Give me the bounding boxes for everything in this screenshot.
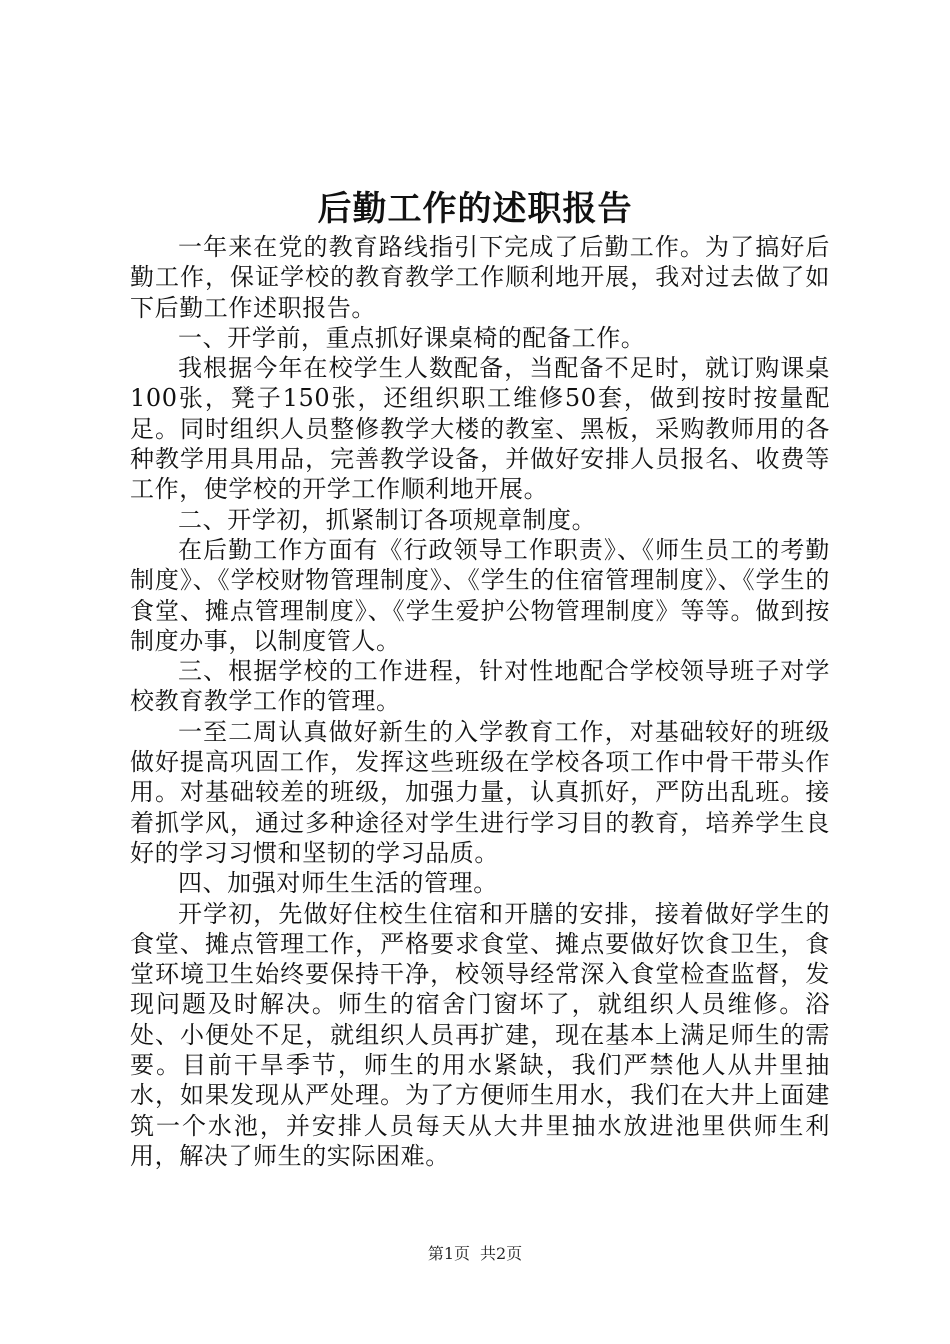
intro-paragraph: 一年来在党的教育路线指引下完成了后勤工作。为了搞好后勤工作，保证学校的教育教学工作顺利地开展，我对过去做了如下后勤工作述职报告。 <box>130 233 830 322</box>
section-heading-1: 一、开学前，重点抓好课桌椅的配备工作。 <box>178 323 646 352</box>
document-title: 后勤工作的述职报告 <box>317 189 633 229</box>
document-body <box>130 232 830 1171</box>
section-heading-4: 四、加强对师生生活的管理。 <box>178 869 498 898</box>
page-total: 共2页 <box>480 1244 523 1263</box>
section-paragraph-3: 一至二周认真做好新生的入学教育工作，对基础较好的班级做好提高巩固工作，发挥这些班级在学校各项工作中骨干带头作用。对基础较差的班级，加强力量，认真抓好，严防出乱班。接着抓学风，通过多种途径对学生进行学习目的教育，培养学生良好的学习习惯和坚韧的学习品质。 <box>130 717 830 867</box>
section-heading-3: 三、根据学校的工作进程，针对性地配合学校领导班子对学校教育教学工作的管理。 <box>130 657 830 716</box>
section-paragraph-1: 我根据今年在校学生人数配备，当配备不足时，就订购课桌100张，凳子150张，还组织职工维修50套，做到按时按量配足。同时组织人员整修教学大楼的教室、黑板，采购教师用的各种教学用具用品，完善教学设备，并做好安排人员报名、收费等工作，使学校的开学工作顺利地开展。 <box>130 354 830 504</box>
section-paragraph-4: 开学初，先做好住校生住宿和开膳的安排，接着做好学生的食堂、摊点管理工作，严格要求食堂、摊点要做好饮食卫生，食堂环境卫生始终要保持干净，校领导经常深入食堂检查监督，发现问题及时解决。师生的宿舍门窗坏了，就组织人员维修。浴处、小便处不足，就组织人员再扩建，现在基本上满足师生的需要。目前干旱季节，师生的用水紧缺，我们严禁他人从井里抽水，如果发现从严处理。为了方便师生用水，我们在大井上面建筑一个水池，并安排人员每天从大井里抽水放进池里供师生利用，解决了师生的实际困难。 <box>130 899 830 1170</box>
page-number: 第1页 <box>427 1244 470 1263</box>
page-footer <box>0 1243 950 1265</box>
section-paragraph-2: 在后勤工作方面有《行政领导工作职责》、《师生员工的考勤制度》、《学校财物管理制度》、《学生的住宿管理制度》、《学生的食堂、摊点管理制度》、《学生爱护公物管理制度》等等。做到按制度办事，以制度管人。 <box>130 535 830 655</box>
section-heading-2: 二、开学初，抓紧制订各项规章制度。 <box>178 505 597 534</box>
